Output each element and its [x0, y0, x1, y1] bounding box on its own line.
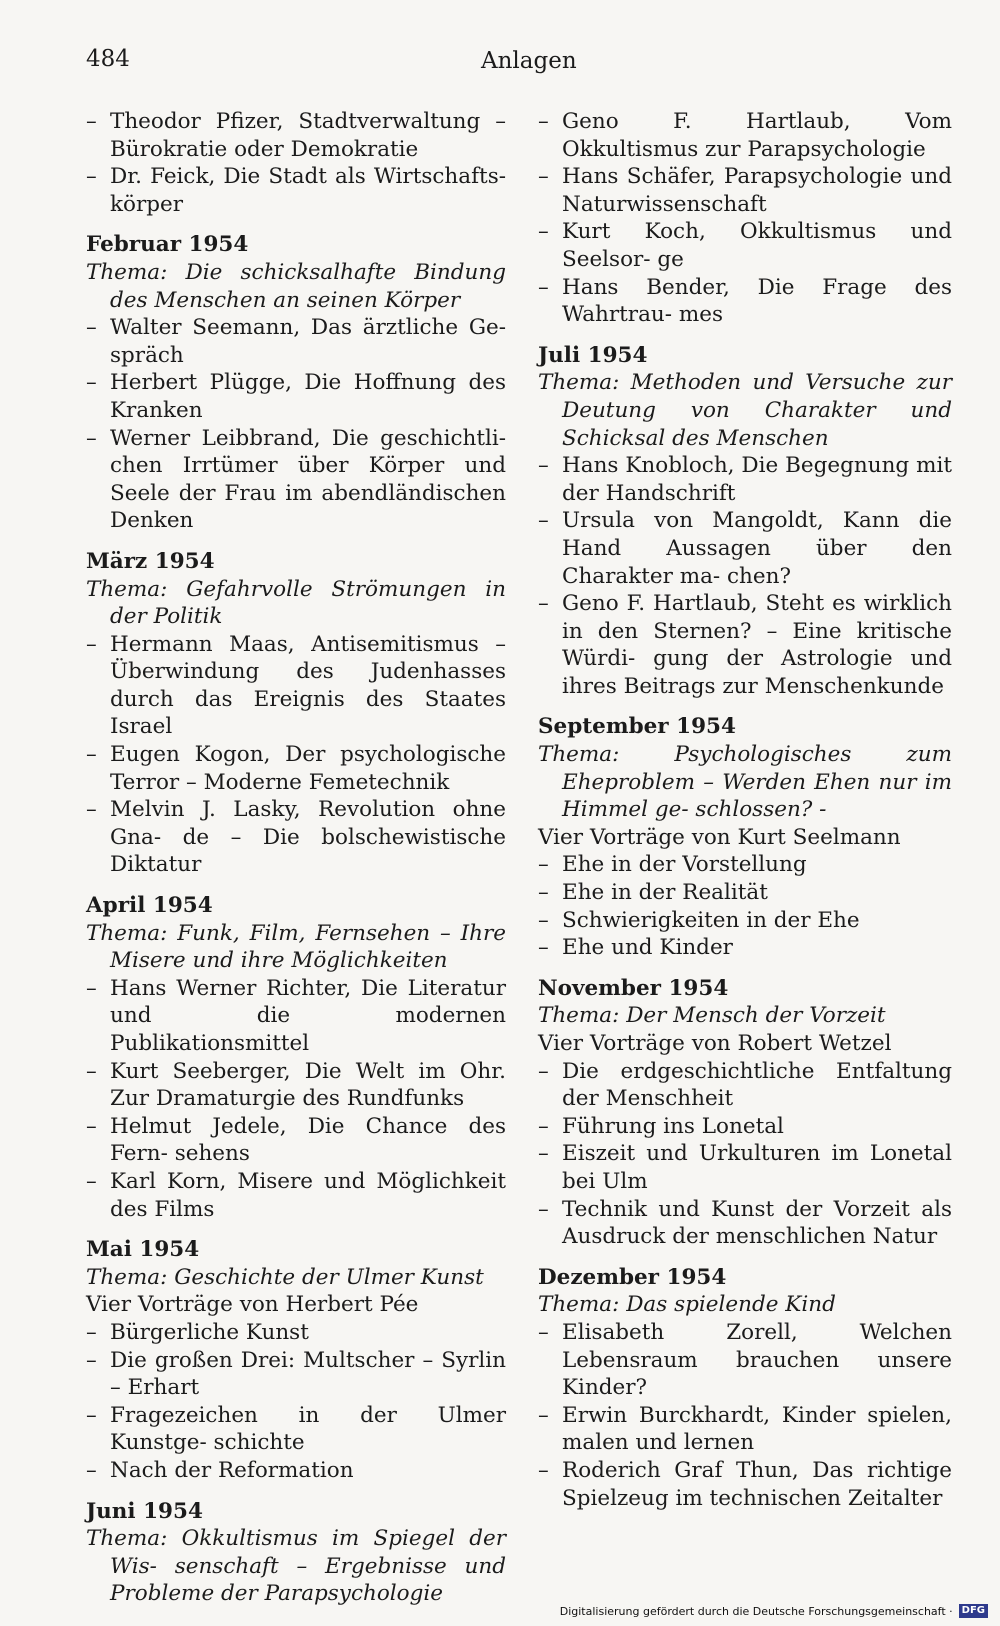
dash-marker: – [86, 164, 97, 190]
dash-marker: – [86, 1457, 97, 1483]
dash-marker: – [538, 1402, 549, 1428]
theme-text: Thema: Gefahrvolle Strömungen in der Politik [86, 576, 506, 630]
entry-text: Ehe und Kinder [562, 935, 733, 961]
entry-text: Die großen Drei: Multscher – Syrlin – Erhart [110, 1347, 506, 1401]
dash-marker: – [538, 880, 549, 906]
dash-marker: – [538, 935, 549, 961]
note-text: Vier Vorträge von Robert Wetzel [538, 1031, 892, 1056]
entry-text: Erwin Burckhardt, Kinder spielen, malen und lernen [562, 1402, 952, 1456]
lecture-entry [86, 1319, 506, 1347]
section-title: April 1954 [86, 893, 213, 919]
lecture-entry [86, 741, 506, 796]
dfg-logo: DFG [959, 1604, 988, 1618]
dash-marker: – [538, 219, 549, 245]
dash-marker: – [538, 852, 549, 878]
section-theme [538, 1002, 952, 1030]
section-title: Dezember 1954 [538, 1264, 727, 1290]
dash-marker: – [538, 453, 549, 479]
lecture-entry [86, 1402, 506, 1457]
lecture-entry [86, 1058, 506, 1113]
entry-text: Werner Leibbrand, Die geschichtli- chen Irrtümer über Körper und Seele der Frau im abendländischen Denken [110, 425, 506, 534]
dash-marker: – [86, 1058, 97, 1084]
lecture-entry [538, 452, 952, 507]
lecture-entry [538, 108, 952, 163]
lecture-entry [86, 631, 506, 741]
entry-text: Helmut Jedele, Die Chance des Fern- sehens [110, 1113, 506, 1167]
entry-text: Technik und Kunst der Vorzeit als Ausdruck der menschlichen Natur [562, 1196, 952, 1250]
lecture-entry [538, 907, 952, 935]
dash-marker: – [538, 1058, 549, 1084]
entry-text: Bürgerliche Kunst [110, 1319, 309, 1345]
section-theme [86, 259, 506, 314]
section-theme [538, 741, 952, 824]
lecture-entry [86, 1168, 506, 1223]
entry-text: Kurt Koch, Okkultismus und Seelsor- ge [562, 219, 952, 272]
lecture-entry [538, 507, 952, 590]
dash-marker: – [86, 1319, 97, 1345]
dash-marker: – [538, 508, 549, 534]
note-text: Vier Vorträge von Kurt Seelmann [538, 824, 901, 850]
lecture-entry [86, 163, 506, 218]
dash-marker: – [86, 797, 97, 823]
theme-text: Thema: Okkultismus im Spiegel der Wis- senschaft – Ergebnisse und Probleme der Parapsychologie [86, 1526, 506, 1607]
lecture-entry [538, 218, 952, 273]
lecture-entry [538, 934, 952, 962]
section-title: Mai 1954 [86, 1237, 200, 1263]
section-theme [86, 920, 506, 975]
entry-text: Die erdgeschichtliche Entfaltung der Menschheit [562, 1058, 952, 1112]
lecture-entry [86, 108, 506, 163]
theme-text: Thema: Geschichte der Ulmer Kunst [86, 1264, 484, 1290]
dash-marker: – [538, 591, 549, 617]
entry-text: Hans Werner Richter, Die Literatur und die modernen Publikationsmittel [110, 975, 506, 1056]
digitization-footer [560, 1604, 988, 1618]
lecture-entry [538, 1402, 952, 1457]
lecture-entry [538, 879, 952, 907]
lecture-series-note [538, 824, 952, 852]
entry-text: Ursula von Mangoldt, Kann die Hand Aussagen über den Charakter ma- chen? [562, 508, 952, 589]
theme-text: Thema: Die schicksalhafte Bindung des Menschen an seinen Körper [86, 259, 506, 313]
dash-marker: – [86, 742, 97, 768]
lecture-entry [86, 314, 506, 369]
lecture-entry [86, 796, 506, 879]
lecture-entry [538, 1457, 952, 1512]
dash-marker: – [538, 274, 549, 300]
section-theme [86, 1525, 506, 1608]
section-title: Februar 1954 [86, 232, 249, 258]
entry-text: Geno F. Hartlaub, Steht es wirklich in den Sternen? – Eine kritische Würdi- gung der Astrologie und ihres Beitrags zur Menschenkunde [562, 591, 952, 699]
section-theme [538, 1291, 952, 1319]
entry-text: Ehe in der Vorstellung [562, 852, 807, 878]
dash-marker: – [538, 109, 549, 134]
theme-text: Thema: Der Mensch der Vorzeit [538, 1003, 886, 1029]
dash-marker: – [86, 370, 97, 396]
entry-text: Karl Korn, Misere und Möglichkeit des Films [110, 1168, 506, 1222]
entry-text: Hans Knobloch, Die Begegnung mit der Handschrift [562, 453, 952, 506]
dash-marker: – [538, 1196, 549, 1222]
entry-text: Eiszeit und Urkulturen im Lonetal bei Ulm [562, 1141, 952, 1194]
dash-marker: – [538, 1319, 549, 1345]
lecture-entry [538, 851, 952, 879]
footer-text: Digitalisierung gefördert durch die Deutsche Forschungsgemeinschaft · [559, 1604, 953, 1618]
dash-marker: – [86, 631, 97, 657]
entry-text: Herbert Plügge, Die Hoffnung des Kranken [110, 370, 506, 423]
dash-marker: – [538, 1113, 549, 1139]
lecture-entry [86, 1113, 506, 1168]
lecture-series-note [86, 1291, 506, 1319]
right-column [538, 108, 952, 1512]
entry-text: Führung ins Lonetal [562, 1113, 784, 1139]
dash-marker: – [86, 425, 97, 451]
section-title: Juli 1954 [538, 342, 648, 368]
dash-marker: – [538, 1141, 549, 1167]
theme-text: Thema: Funk, Film, Fernsehen – Ihre Misere und ihre Möglichkeiten [86, 920, 506, 974]
entry-text: Ehe in der Realität [562, 880, 768, 906]
theme-text: Thema: Methoden und Versuche zur Deutung von Charakter und Schicksal des Menschen [538, 370, 952, 451]
section-theme [538, 369, 952, 452]
entry-text: Walter Seemann, Das ärztliche Ge- spräch [110, 315, 506, 368]
lecture-entry [538, 1140, 952, 1195]
section-theme [86, 576, 506, 631]
theme-text: Thema: Das spielende Kind [538, 1292, 836, 1318]
dash-marker: – [538, 907, 549, 933]
dash-marker: – [86, 109, 97, 134]
dash-marker: – [86, 1402, 97, 1428]
dash-marker: – [86, 1347, 97, 1373]
lecture-entry [538, 1319, 952, 1402]
entry-text: Dr. Feick, Die Stadt als Wirtschafts- körper [110, 164, 506, 217]
dash-marker: – [86, 1113, 97, 1139]
dash-marker: – [86, 1168, 97, 1194]
lecture-entry [538, 1058, 952, 1113]
lecture-entry [538, 163, 952, 218]
entry-text: Hans Schäfer, Parapsychologie und Naturwissenschaft [562, 164, 952, 217]
section-title: November 1954 [538, 975, 729, 1001]
section-title: September 1954 [538, 714, 736, 740]
entry-text: Kurt Seeberger, Die Welt im Ohr. Zur Dramaturgie des Rundfunks [110, 1058, 506, 1112]
page-number: 484 [86, 46, 130, 72]
section-theme [86, 1264, 506, 1292]
lecture-entry [538, 1113, 952, 1141]
entry-text: Roderich Graf Thun, Das richtige Spielzeug im technischen Zeitalter [562, 1457, 952, 1511]
note-text: Vier Vorträge von Herbert Pée [86, 1292, 419, 1318]
dash-marker: – [538, 164, 549, 190]
entry-text: Fragezeichen in der Ulmer Kunstge- schichte [110, 1402, 506, 1456]
left-column [86, 108, 506, 1608]
entry-text: Eugen Kogon, Der psychologische Terror – Moderne Femetechnik [110, 742, 506, 795]
lecture-entry [538, 274, 952, 329]
entry-text: Nach der Reformation [110, 1457, 354, 1483]
entry-text: Geno F. Hartlaub, Vom Okkultismus zur Parapsychologie [562, 109, 952, 162]
dash-marker: – [86, 315, 97, 341]
lecture-entry [86, 369, 506, 424]
lecture-entry [86, 975, 506, 1058]
entry-text: Elisabeth Zorell, Welchen Lebensraum brauchen unsere Kinder? [562, 1319, 952, 1401]
dash-marker: – [86, 975, 97, 1001]
entry-text: Hermann Maas, Antisemitismus – Überwindung des Judenhasses durch das Ereignis des Staates Israel [110, 631, 506, 740]
lecture-entry [538, 1196, 952, 1251]
running-head: Anlagen [481, 48, 577, 74]
dash-marker: – [538, 1457, 549, 1483]
entry-text: Hans Bender, Die Frage des Wahrtrau- mes [562, 274, 952, 328]
section-title: Juni 1954 [86, 1498, 203, 1524]
lecture-entry [538, 590, 952, 700]
entry-text: Theodor Pfizer, Stadtverwaltung – Bürokratie oder Demokratie [110, 109, 506, 162]
lecture-series-note [538, 1030, 952, 1058]
entry-text: Schwierigkeiten in der Ehe [562, 907, 860, 933]
lecture-entry [86, 425, 506, 535]
entry-text: Melvin J. Lasky, Revolution ohne Gna- de – Die bolschewistische Diktatur [110, 797, 506, 878]
lecture-entry [86, 1347, 506, 1402]
lecture-entry [86, 1457, 506, 1485]
section-title: März 1954 [86, 548, 215, 574]
theme-text: Thema: Psychologisches zum Eheproblem – Werden Ehen nur im Himmel ge- schlossen? - [538, 742, 952, 823]
